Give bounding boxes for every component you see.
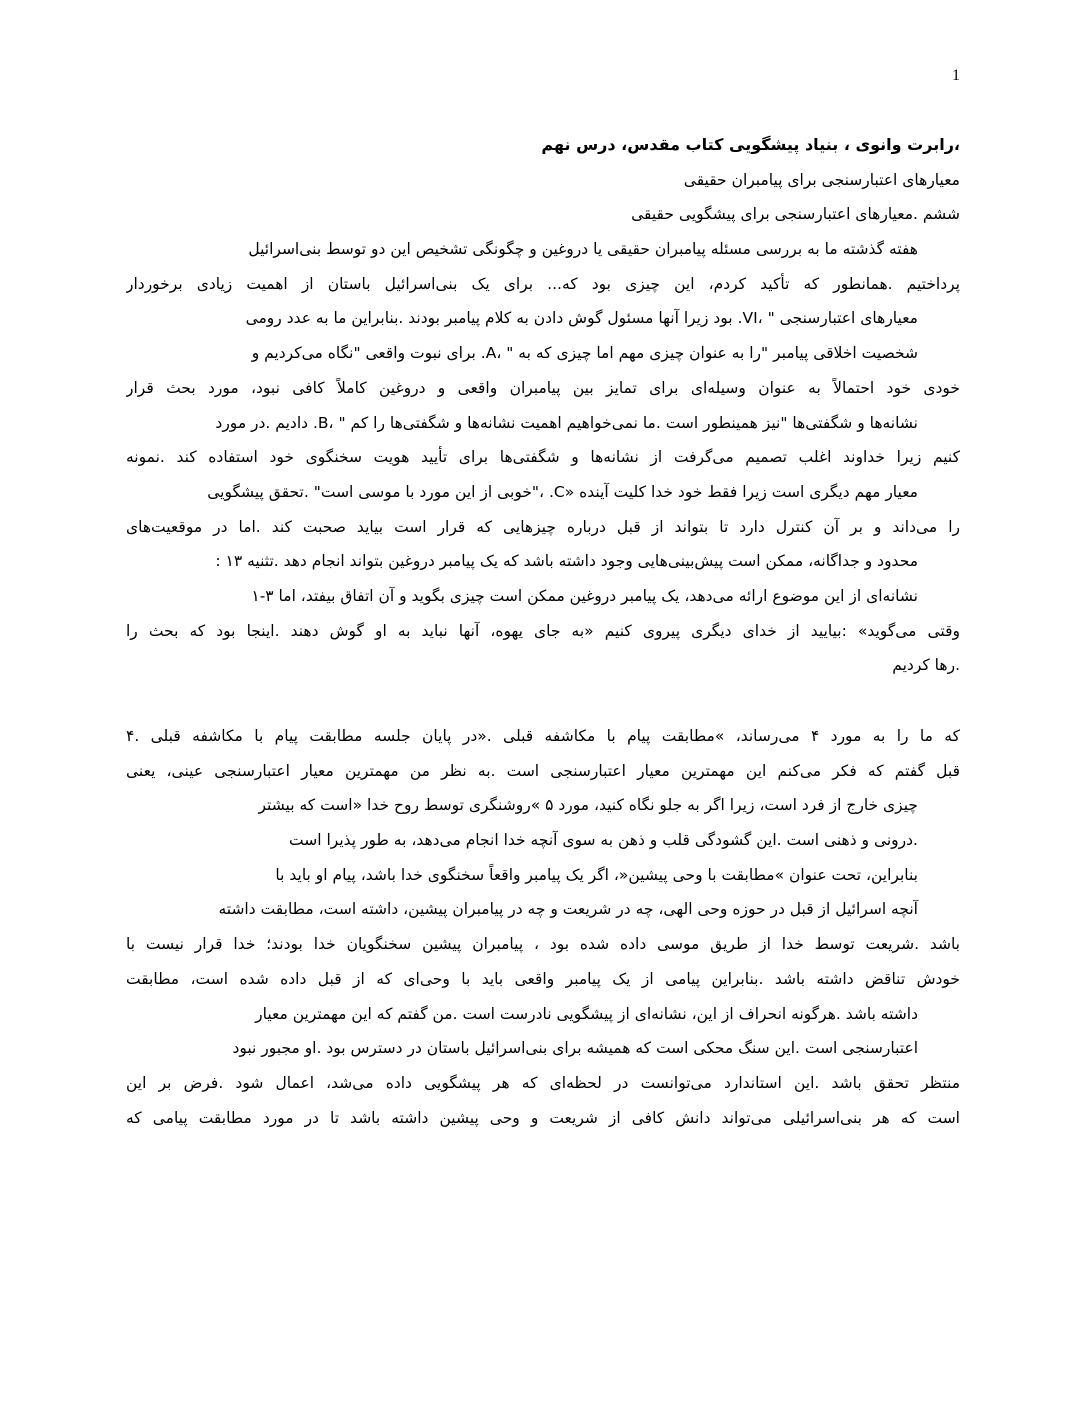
text-line: باشد .شریعت توسط خدا از طریق موسی داده شده بود ، پیامبران پیشین سخنگویان خدا بودند؛ خدا قرار نیست با (126, 935, 960, 954)
text-line: .رها کردیم (892, 656, 960, 675)
text-line: قبل گفتم که فکر می‌کنم این مهمترین معیار اعتبارسنجی است .به نظر من مهمترین معیار اعتبارسنجی عینی، یعنی (126, 761, 960, 780)
text-line: داشته باشد .هرگونه انحراف از این، نشانه‌ای از پیشگویی نادرست است .من گفتم که این مهمترین معیار (255, 1004, 918, 1023)
text-line: اعتبارسنجی است .این سنگ محکی است که همیشه برای بنی‌اسرائیل باستان در دسترس بود .او مجبور نبود (232, 1039, 918, 1058)
text-line: شخصیت اخلاقی پیامبر "را به عنوان چیزی مهم اما چیزی که به " ،A. برای نبوت واقعی "نگاه می‌کردیم و (251, 344, 918, 363)
text-line: را می‌داند و بر آن کنترل دارد تا بتواند از قبل درباره چیزهایی که قرار است بیاید صحبت کند .اما در موقعیت‌های (126, 517, 960, 536)
text-line: .درونی و ذهنی است .این گشودگی قلب و ذهن به سوی آنچه خدا انجام می‌دهد، به طور پذیرا است (289, 831, 918, 850)
text-line: محدود و جداگانه، ممکن است پیش‌بینی‌هایی وجود داشته باشد که یک پیامبر دروغین بتواند انجام دهد .تثنیه ۱۳ : (215, 552, 918, 571)
page-number: 1 (952, 67, 960, 84)
text-line: است که هر بنی‌اسرائیلی می‌تواند دانش کافی از شریعت و وحی پیشین داشته باشد تا در مورد مطابقت پیامی که (126, 1108, 960, 1127)
text-line: معیار مهم دیگری است زیرا فقط خود خدا کلیت آینده «C. ،"خوبی از این مورد با موسی است" .تحقق پیشگویی (207, 482, 918, 501)
text-line: نشانه‌ای از این موضوع ارائه می‌دهد، یک پیامبر دروغین ممکن است چیزی بگوید و آن اتفاق بیفتد، اما ۳-۱ (251, 586, 918, 605)
text-line: پرداختیم .همانطور که تأکید کردم، این چیزی بود که... برای یک بنی‌اسرائیل باستان از اهمیت زیادی برخوردار (126, 274, 960, 293)
document-body (126, 128, 960, 1135)
paragraph-gap (126, 683, 960, 719)
text-line: آنچه اسرائیل از قبل در حوزه وحی الهی، چه در شریعت و چه در پیامبران پیشین، داشته است، مطابقت داشته (218, 900, 918, 919)
text-line: بنابراین، تحت عنوان »مطابقت با وحی پیشین«، اگر یک پیامبر واقعاً سخنگوی خدا باشد، پیام او باید با (275, 865, 918, 884)
text-line: منتظر تحقق باشد .این استاندارد می‌توانست در لحظه‌ای که هر پیشگویی داده می‌شد، اعمال شود .فرض بر این (126, 1073, 960, 1092)
document-title: ،رابرت وانوی ، بنیاد پیشگویی کتاب مقدس، درس نهم (541, 135, 960, 154)
text-line: هفته گذشته ما به بررسی مسئله پیامبران حقیقی یا دروغین و چگونگی تشخیص این دو توسط بنی‌اسرائیل (248, 240, 918, 259)
text-line: خودش تناقض داشته باشد .بنابراین پیامی از یک پیامبر واقعی باید با وحی‌ای که از قبل داده شده است، مطابقت (126, 969, 960, 988)
text-line: معیارهای اعتبارسنجی برای پیامبران حقیقی (683, 170, 960, 189)
text-line: ششم .معیارهای اعتبارسنجی برای پیشگویی حقیقی (631, 205, 960, 224)
text-line: کنیم زیرا خداوند اغلب تصمیم می‌گرفت از نشانه‌ها و شگفتی‌ها برای تأیید هویت سخنگوی خود استفاده کند .نمونه (126, 448, 960, 467)
text-line: وقتی می‌گوید» :بیایید از خدای دیگری پیروی کنیم «به جای یهوه، آنها نباید به او گوش دهند .اینجا بود که بحث را (126, 621, 960, 640)
text-line: چیزی خارج از فرد است، زیرا اگر به جلو نگاه کنید، مورد ۵ »روشنگری توسط روح خدا «است که بیشتر (258, 796, 918, 815)
text-line: خودی خود احتمالاً به عنوان وسیله‌ای برای تمایز بین پیامبران واقعی و دروغین کاملاً کافی نبود، مورد بحث قرار (126, 378, 960, 397)
text-line: نشانه‌ها و شگفتی‌ها "نیز همینطور است .ما نمی‌خواهیم اهمیت نشانه‌ها و شگفتی‌ها را کم " ،B. دادیم .در مورد (215, 413, 918, 432)
text-line: معیارهای اعتبارسنجی " ،VI. بود زیرا آنها مسئول گوش دادن به کلام پیامبر بودند .بنابراین ما به عدد رومی (245, 309, 918, 328)
text-line: که ما را به مورد ۴ می‌رساند، »مطابقت پیام با مکاشفه قبلی .«در پایان جلسه مطابقت پیام با مکاشفه قبلی .۴ (126, 727, 960, 745)
